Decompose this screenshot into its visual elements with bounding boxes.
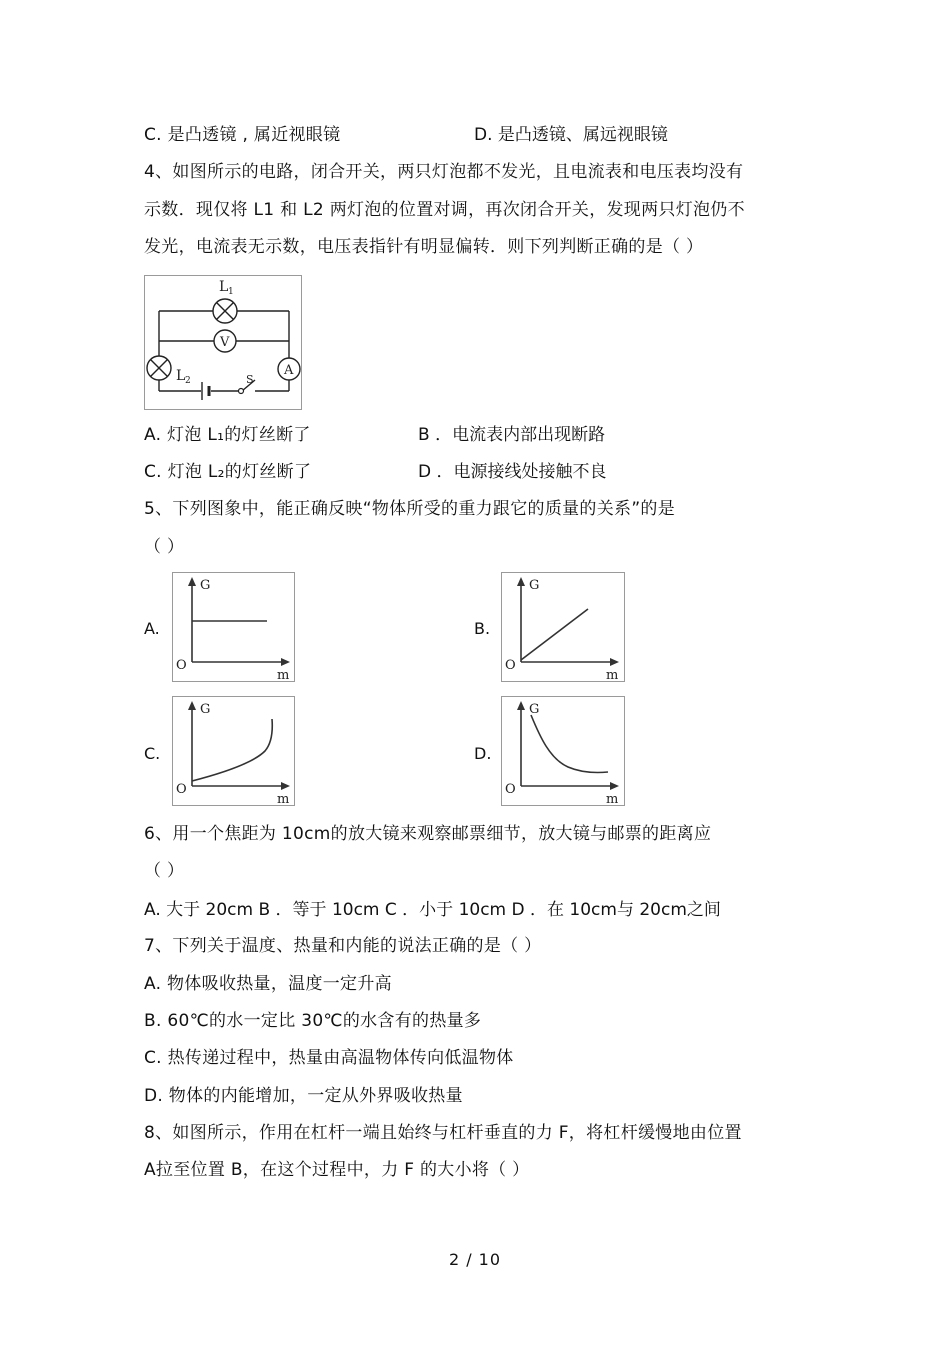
q8-stem-line1: 8、如图所示，作用在杠杆一端且始终与杠杆垂直的力 F，将杠杆缓慢地由位置: [144, 1123, 742, 1143]
page-number: 2 / 10: [448, 1250, 502, 1269]
q7-stem: 7、下列关于温度、热量和内能的说法正确的是（ ）: [144, 936, 542, 956]
graph-d-ylabel: G: [529, 702, 540, 717]
q4-option-d: D ．电源接线处接触不良: [418, 462, 607, 482]
y-axis-arrow-icon: [517, 577, 525, 586]
lamp-l1-icon: [213, 299, 237, 323]
graph-b-curve: [521, 609, 588, 660]
q3-option-d: D. 是凸透镜、属远视眼镜: [474, 125, 668, 145]
graph-a-ylabel: G: [200, 578, 211, 593]
q4-option-b: B ．电流表内部出现断路: [418, 425, 606, 445]
graph-b-ylabel: G: [529, 578, 540, 593]
label-l1-sub: 1: [228, 287, 234, 297]
x-axis-arrow-icon: [281, 782, 290, 790]
x-axis-arrow-icon: [281, 658, 290, 666]
q5-option-b-label: B.: [474, 619, 491, 638]
q4-option-c: C. 灯泡 L₂的灯丝断了: [144, 462, 312, 482]
switch-pivot: [239, 389, 244, 394]
graph-a-xlabel: m: [277, 668, 290, 681]
x-axis-arrow-icon: [610, 658, 619, 666]
q5-stem-line2: （ ）: [144, 537, 185, 557]
q4-stem-line2: 示数．现仅将 L1 和 L2 两灯泡的位置对调，再次闭合开关，发现两只灯泡仍不: [144, 200, 745, 220]
q5-stem-line1: 5、下列图象中，能正确反映“物体所受的重力跟它的质量的关系”的是: [144, 499, 676, 519]
q6-stem-line1: 6、用一个焦距为 10cm的放大镜来观察邮票细节，放大镜与邮票的距离应: [144, 824, 712, 844]
q4-stem-line3: 发光，电流表无示数，电压表指针有明显偏转．则下列判断正确的是（ ）: [144, 237, 704, 257]
circuit-svg: [145, 276, 301, 409]
label-l1: L: [219, 279, 229, 295]
graph-b: [501, 572, 625, 682]
graph-c-origin: O: [176, 782, 187, 797]
graph-c-ylabel: G: [200, 702, 211, 717]
q6-options: A. 大于 20cm B ．等于 10cm C ．小于 10cm D ．在 10cm与 20cm之间: [144, 900, 721, 920]
q6-stem-line2: （ ）: [144, 861, 185, 881]
label-l2-sub: 2: [185, 376, 191, 386]
graph-b-origin: O: [505, 658, 516, 673]
q5-option-a-label: A.: [144, 619, 160, 638]
q5-option-d-label: D.: [474, 744, 492, 763]
graph-c-curve: [192, 719, 272, 781]
graph-b-xlabel: m: [606, 668, 619, 681]
x-axis-arrow-icon: [610, 782, 619, 790]
label-s: S: [246, 373, 254, 386]
q7-option-a: A. 物体吸收热量，温度一定升高: [144, 974, 392, 994]
graph-d-curve: [531, 715, 608, 772]
graph-d-origin: O: [505, 782, 516, 797]
q8-stem-line2: A拉至位置 B，在这个过程中，力 F 的大小将（ ）: [144, 1160, 530, 1180]
q7-option-d: D. 物体的内能增加，一定从外界吸收热量: [144, 1086, 463, 1106]
q3-option-c: C. 是凸透镜 , 属近视眼镜: [144, 125, 341, 145]
graph-c: [172, 696, 295, 806]
graph-c-xlabel: m: [277, 792, 290, 805]
y-axis-arrow-icon: [188, 577, 196, 586]
lamp-l2-icon: [147, 356, 171, 380]
circuit-diagram: [144, 275, 302, 410]
label-l2: L: [176, 368, 186, 384]
graph-d: [501, 696, 625, 806]
label-v: V: [220, 335, 230, 350]
q5-option-c-label: C.: [144, 744, 161, 763]
y-axis-arrow-icon: [188, 701, 196, 710]
q7-option-c: C. 热传递过程中，热量由高温物体传向低温物体: [144, 1048, 514, 1068]
label-a: A: [284, 363, 294, 378]
q4-option-a: A. 灯泡 L₁的灯丝断了: [144, 425, 311, 445]
y-axis-arrow-icon: [517, 701, 525, 710]
graph-a: [172, 572, 295, 682]
graph-a-origin: O: [176, 658, 187, 673]
q7-option-b: B. 60℃的水一定比 30℃的水含有的热量多: [144, 1011, 482, 1031]
q4-stem-line1: 4、如图所示的电路，闭合开关，两只灯泡都不发光，且电流表和电压表均没有: [144, 162, 744, 182]
graph-d-xlabel: m: [606, 792, 619, 805]
